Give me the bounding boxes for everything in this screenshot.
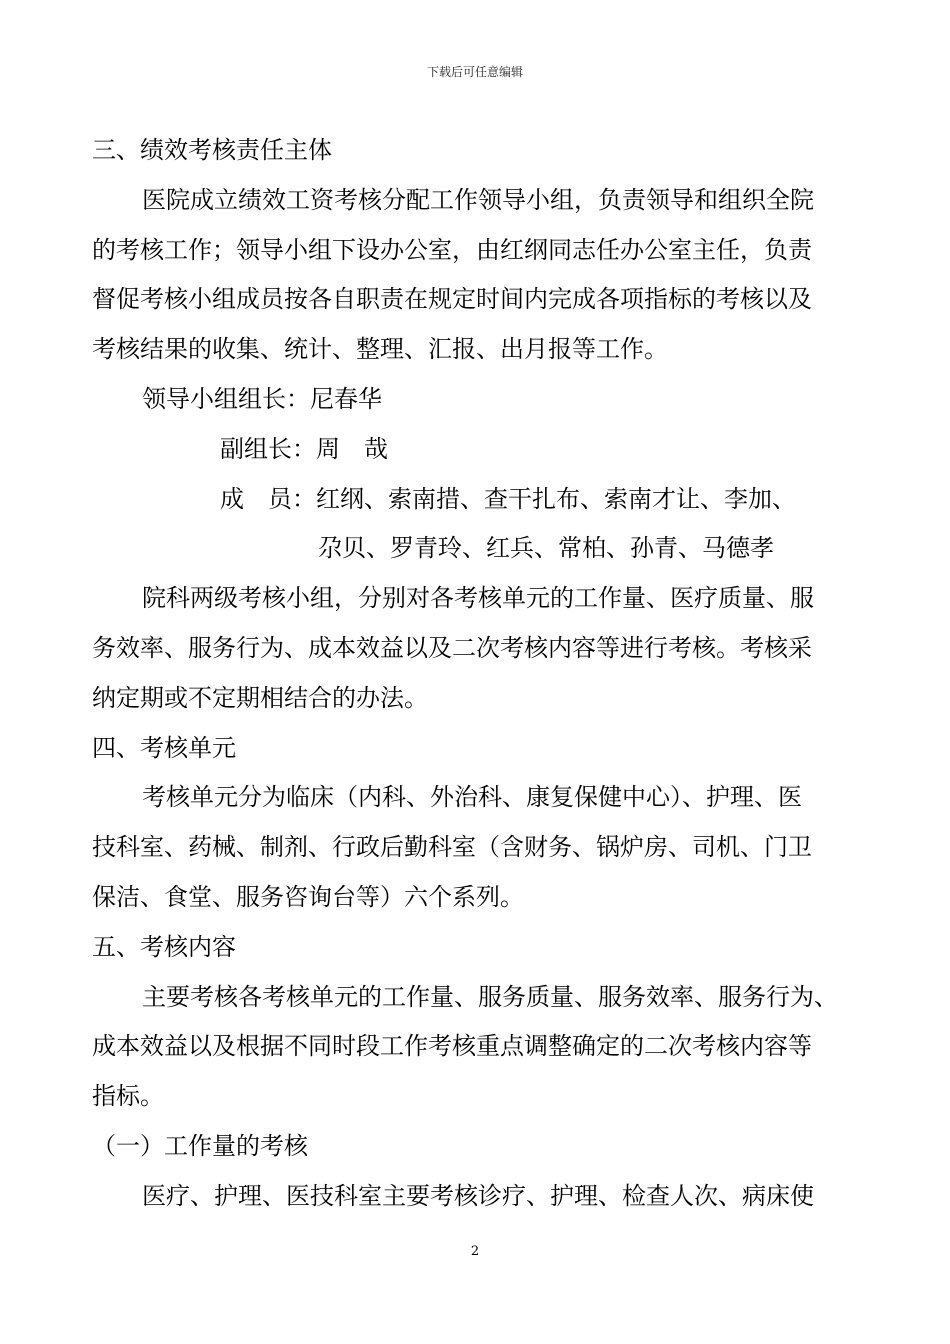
paragraph-line: 医疗、护理、医技科室主要考核诊疗、护理、检查人次、病床使	[142, 1181, 814, 1210]
paragraph-line: 主要考核各考核单元的工作量、服务质量、服务效率、服务行为、	[142, 982, 838, 1011]
paragraph-line: 成本效益以及根据不同时段工作考核重点调整确定的二次考核内容等	[92, 1032, 812, 1061]
members-line: 成 员：红纲、索南措、查干扎布、索南才让、李加、	[220, 484, 796, 513]
paragraph-line: 督促考核小组成员按各自职责在规定时间内完成各项指标的考核以及	[92, 285, 812, 314]
paragraph-line: 务效率、服务行为、成本效益以及二次考核内容等进行考核。考核采	[92, 633, 812, 662]
deputy-leader-line: 副组长：周 哉	[220, 434, 388, 463]
paragraph-line: 保洁、食堂、服务咨询台等）六个系列。	[92, 882, 524, 911]
paragraph-line: 指标。	[92, 1082, 164, 1111]
subsection-heading-1: （一）工作量的考核	[92, 1131, 308, 1160]
paragraph-line: 技科室、药械、制剂、行政后勤科室（含财务、锅炉房、司机、门卫	[92, 833, 812, 862]
paragraph-line: 考核单元分为临床（内科、外治科、康复保健中心）、护理、医	[142, 783, 802, 812]
leader-line: 领导小组组长：尼春华	[142, 384, 382, 413]
section-heading-4: 四、考核单元	[92, 733, 236, 762]
page-header-note: 下载后可任意编辑	[426, 65, 523, 79]
paragraph-line: 医院成立绩效工资考核分配工作领导小组，负责领导和组织全院	[142, 185, 814, 214]
section-heading-3: 三、绩效考核责任主体	[92, 136, 332, 164]
paragraph-line: 考核结果的收集、统计、整理、汇报、出月报等工作。	[92, 335, 668, 364]
page-number: 2	[470, 1244, 480, 1259]
section-heading-5: 五、考核内容	[92, 932, 236, 961]
paragraph-line: 纳定期或不定期相结合的办法。	[92, 683, 428, 712]
members-line-continued: 尕贝、罗青玲、红兵、常柏、孙青、马德孝	[318, 534, 774, 563]
paragraph-line: 院科两级考核小组，分别对各考核单元的工作量、医疗质量、服	[142, 584, 814, 613]
document-body	[92, 126, 867, 1222]
paragraph-line: 的考核工作；领导小组下设办公室，由红纲同志任办公室主任，负责	[92, 235, 812, 264]
